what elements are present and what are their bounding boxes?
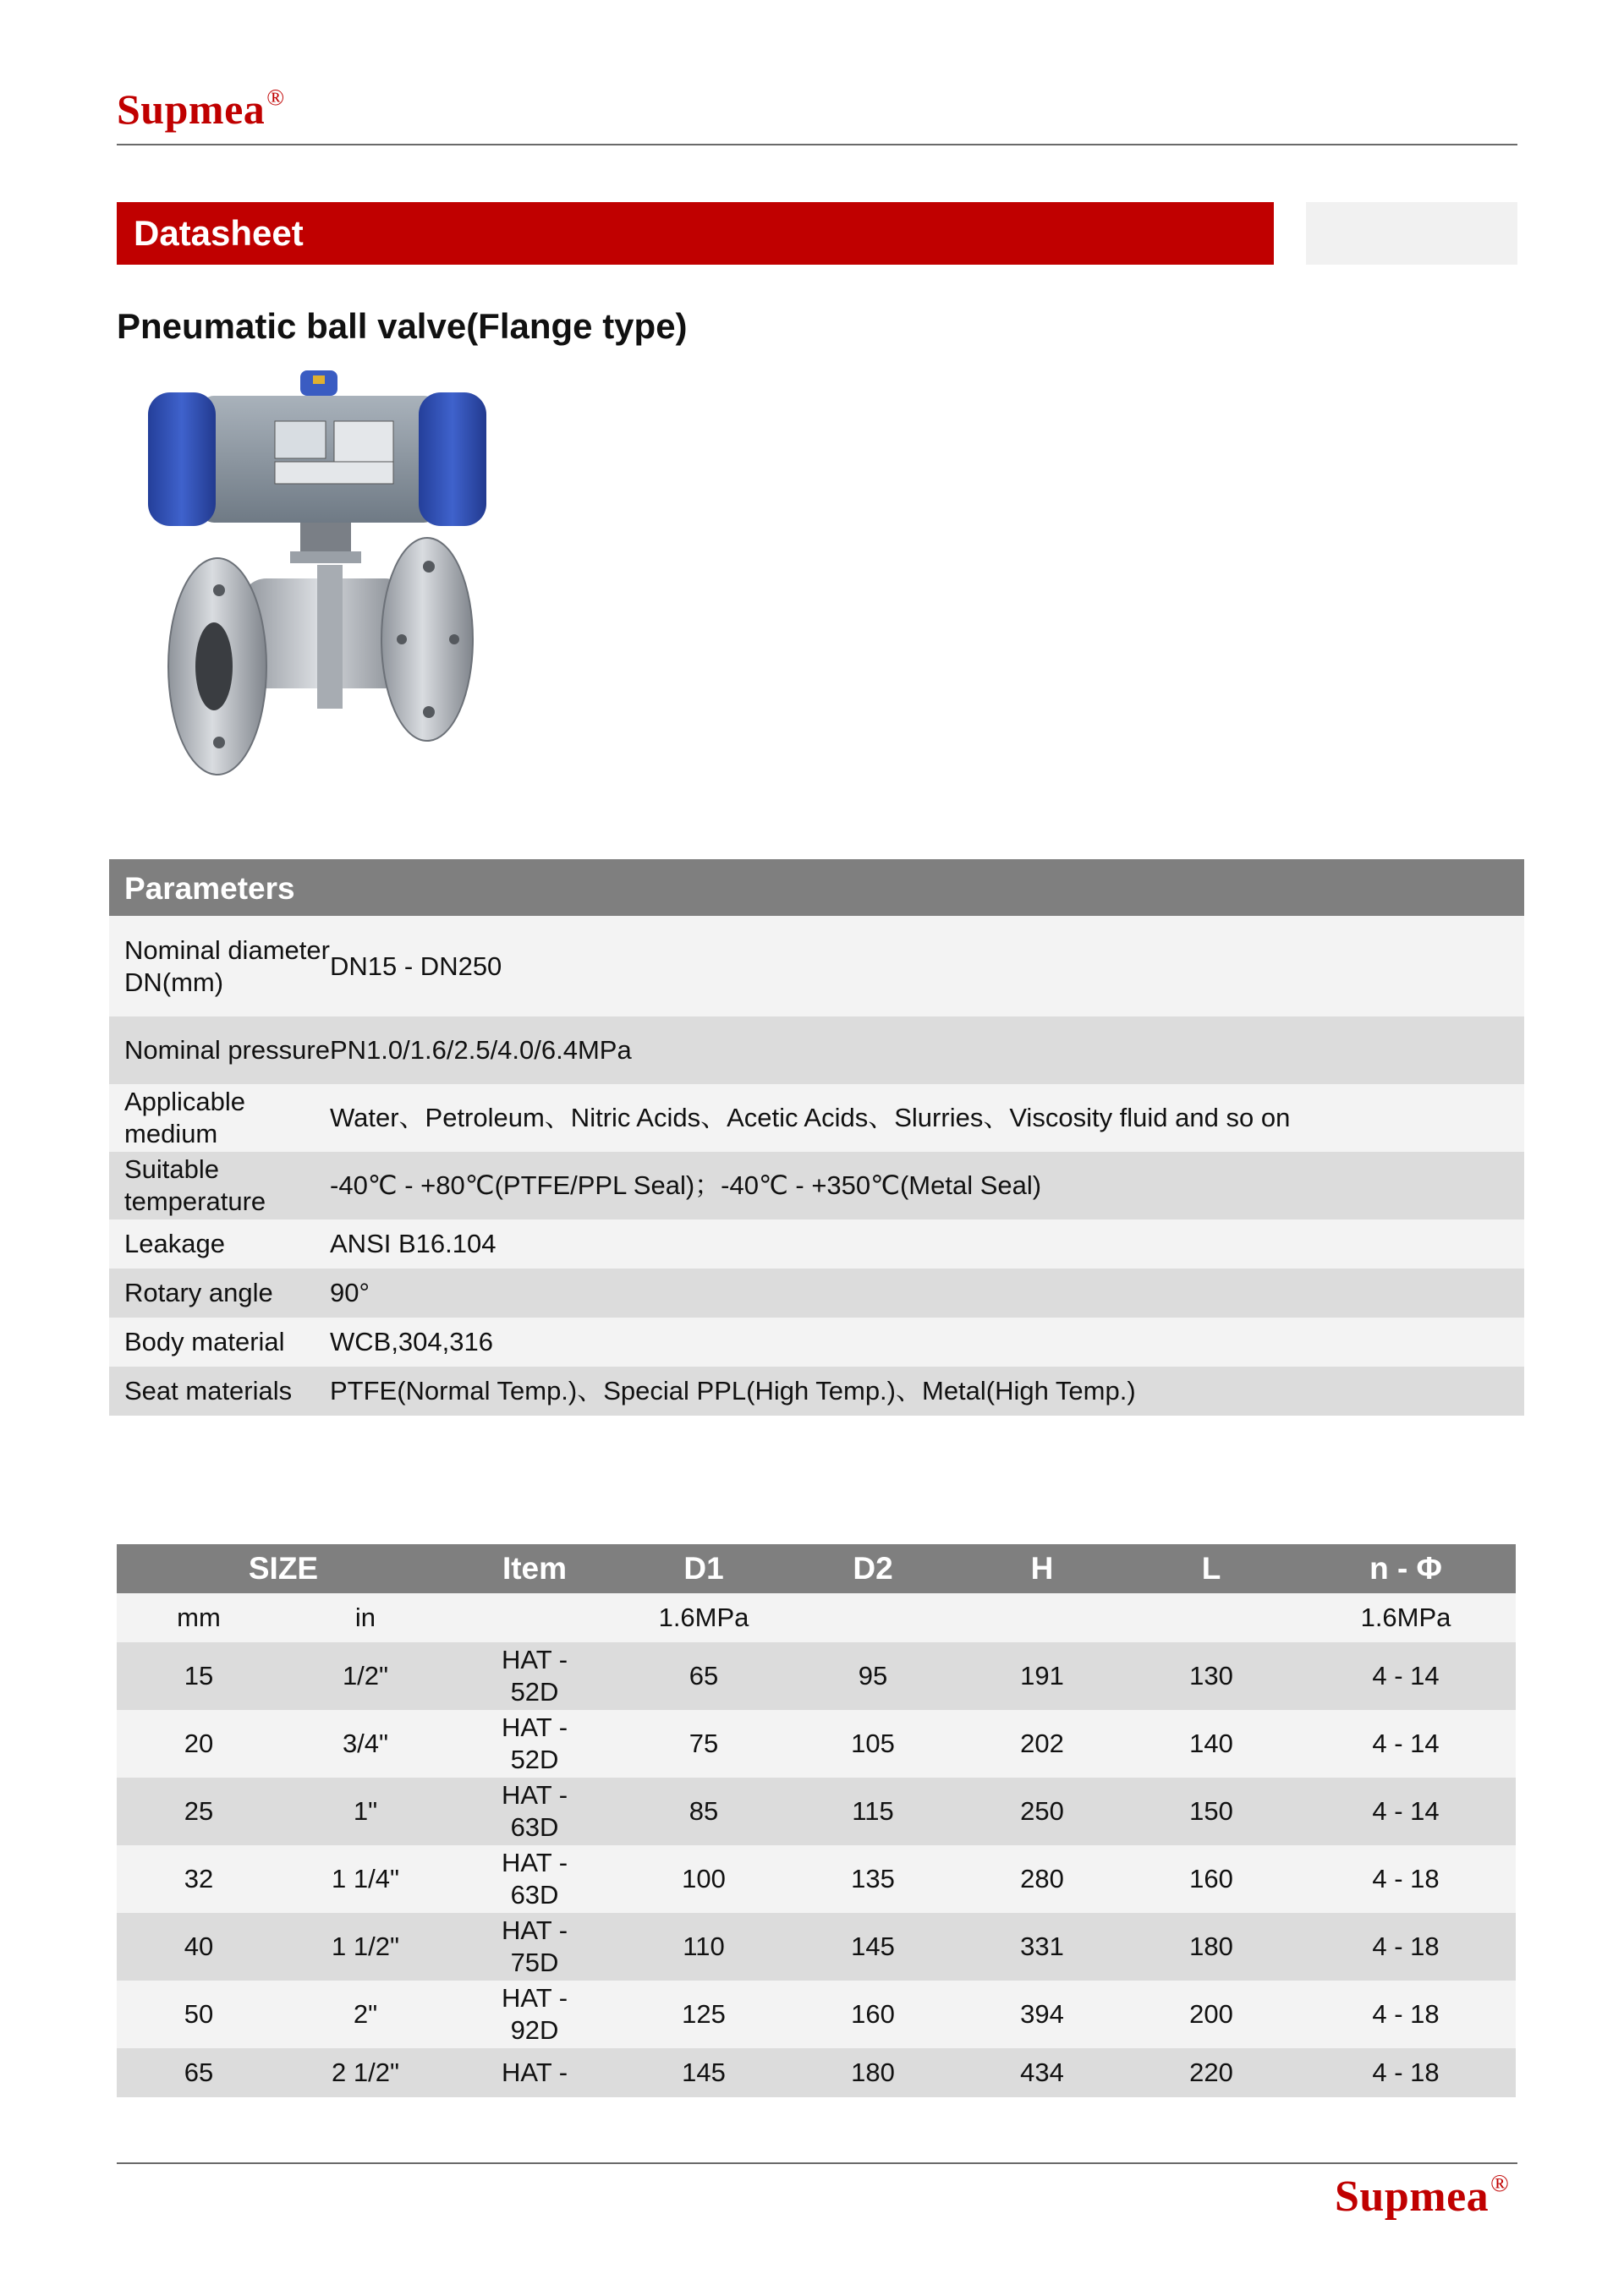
cell-d2: 105 xyxy=(788,1710,957,1778)
cell-h: 394 xyxy=(957,1981,1127,2048)
table-row xyxy=(117,2048,1516,2097)
param-label: Rotary angle xyxy=(124,1278,273,1307)
banner-side-block xyxy=(1306,202,1517,265)
param-row-leakage xyxy=(109,1219,1524,1269)
param-value: DN15 - DN250 xyxy=(330,951,502,981)
cell-mm: 50 xyxy=(117,1981,281,2048)
cell-item xyxy=(450,1981,619,2048)
cell-in: 1" xyxy=(281,1778,450,1845)
cell-d2: 135 xyxy=(788,1845,957,1913)
cell-d1: 85 xyxy=(619,1778,788,1845)
cell-h: 202 xyxy=(957,1710,1127,1778)
cell-d1: 125 xyxy=(619,1981,788,2048)
param-value: ANSI B16.104 xyxy=(330,1229,497,1258)
cell-mm: 32 xyxy=(117,1845,281,1913)
cell-d2: 180 xyxy=(788,2048,957,2097)
unit-d2 xyxy=(788,1593,957,1642)
pneumatic-ball-valve-photo xyxy=(148,370,503,785)
cell-n-phi: 4 - 14 xyxy=(1296,1710,1516,1778)
cell-l: 150 xyxy=(1127,1778,1296,1845)
param-value: PN1.0/1.6/2.5/4.0/6.4MPa xyxy=(330,1035,632,1065)
table-row xyxy=(117,1845,1516,1913)
unit-n-phi-pressure: 1.6MPa xyxy=(1296,1593,1516,1642)
param-row-nominal-pressure xyxy=(109,1016,1524,1084)
cell-item xyxy=(450,1710,619,1778)
cell-d1: 65 xyxy=(619,1642,788,1710)
item-code-prefix: HAT - xyxy=(501,1645,568,1674)
cell-h: 191 xyxy=(957,1642,1127,1710)
cell-d1: 100 xyxy=(619,1845,788,1913)
param-row-nominal-diameter xyxy=(109,916,1524,1016)
footer-divider xyxy=(117,2162,1517,2164)
cell-item xyxy=(450,1642,619,1710)
cell-mm: 15 xyxy=(117,1642,281,1710)
item-code-suffix: 52D xyxy=(510,1677,559,1707)
units-row xyxy=(117,1593,1516,1642)
unit-l xyxy=(1127,1593,1296,1642)
item-code-suffix: 52D xyxy=(510,1745,559,1774)
item-code-prefix: HAT - xyxy=(501,1712,568,1742)
table-row xyxy=(117,1913,1516,1981)
cell-d2: 95 xyxy=(788,1642,957,1710)
param-label: Body material xyxy=(124,1327,285,1356)
cell-mm: 25 xyxy=(117,1778,281,1845)
param-row-seat-materials xyxy=(109,1367,1524,1416)
unit-in: in xyxy=(281,1593,450,1642)
cell-item xyxy=(450,2048,619,2097)
cell-d2: 145 xyxy=(788,1913,957,1981)
size-table xyxy=(117,1544,1516,2097)
cell-h: 434 xyxy=(957,2048,1127,2097)
param-row-applicable-medium xyxy=(109,1084,1524,1152)
param-value: PTFE(Normal Temp.)、Special PPL(High Temp.)、Metal(High Temp.) xyxy=(330,1376,1136,1406)
col-header-item: Item xyxy=(450,1544,619,1593)
col-header-h: H xyxy=(957,1544,1127,1593)
table-row xyxy=(117,1981,1516,2048)
param-label: Suitable temperature xyxy=(124,1154,266,1216)
param-value: Water、Petroleum、Nitric Acids、Acetic Acids、Slurries、Viscosity fluid and so on xyxy=(330,1103,1291,1132)
col-header-d2: D2 xyxy=(788,1544,957,1593)
item-code-suffix: 63D xyxy=(510,1880,559,1910)
parameters-table xyxy=(109,859,1524,1416)
cell-in: 1/2" xyxy=(281,1642,450,1710)
brand-logo-top: Supmea® xyxy=(117,84,285,133)
param-label: Leakage xyxy=(124,1229,225,1258)
cell-l: 140 xyxy=(1127,1710,1296,1778)
cell-mm: 65 xyxy=(117,2048,281,2097)
col-header-size: SIZE xyxy=(117,1544,450,1593)
cell-d2: 160 xyxy=(788,1981,957,2048)
item-code-prefix: HAT - xyxy=(501,1848,568,1877)
table-row xyxy=(117,1710,1516,1778)
product-title: Pneumatic ball valve(Flange type) xyxy=(117,306,688,346)
param-label: Nominal diameter DN(mm) xyxy=(124,934,330,997)
cell-in: 3/4" xyxy=(281,1710,450,1778)
item-code-prefix: HAT - xyxy=(501,1915,568,1945)
cell-n-phi: 4 - 18 xyxy=(1296,1981,1516,2048)
param-label: Applicable medium xyxy=(124,1087,246,1148)
brand-logo-bottom: Supmea® xyxy=(1335,2171,1510,2221)
param-label: Seat materials xyxy=(124,1376,293,1406)
cell-in: 1 1/4" xyxy=(281,1845,450,1913)
col-header-n-phi: n - Φ xyxy=(1296,1544,1516,1593)
cell-h: 280 xyxy=(957,1845,1127,1913)
item-code-prefix: HAT - xyxy=(501,1983,568,2013)
cell-item xyxy=(450,1913,619,1981)
param-label: Nominal pressure xyxy=(124,1035,330,1065)
table-row xyxy=(117,1778,1516,1845)
cell-in: 1 1/2" xyxy=(281,1913,450,1981)
parameters-rows xyxy=(109,916,1524,1416)
cell-d1: 75 xyxy=(619,1710,788,1778)
cell-n-phi: 4 - 14 xyxy=(1296,1642,1516,1710)
cell-n-phi: 4 - 18 xyxy=(1296,1913,1516,1981)
cell-n-phi: 4 - 18 xyxy=(1296,1845,1516,1913)
unit-h xyxy=(957,1593,1127,1642)
cell-item xyxy=(450,1845,619,1913)
parameters-header: Parameters xyxy=(109,859,1524,916)
unit-mm: mm xyxy=(117,1593,281,1642)
header-divider xyxy=(117,144,1517,145)
param-row-rotary-angle xyxy=(109,1269,1524,1318)
item-code-suffix: 63D xyxy=(510,1812,559,1842)
param-value: -40℃ - +80℃(PTFE/PPL Seal)；-40℃ - +350℃(Metal Seal) xyxy=(330,1170,1042,1200)
cell-l: 200 xyxy=(1127,1981,1296,2048)
datasheet-label: Datasheet xyxy=(134,213,304,253)
cell-l: 130 xyxy=(1127,1642,1296,1710)
size-table-header xyxy=(117,1544,1516,1593)
item-code-prefix: HAT - xyxy=(501,1780,568,1810)
param-value: 90° xyxy=(330,1278,370,1307)
cell-n-phi: 4 - 18 xyxy=(1296,2048,1516,2097)
cell-n-phi: 4 - 14 xyxy=(1296,1778,1516,1845)
cell-item xyxy=(450,1778,619,1845)
unit-item xyxy=(450,1593,619,1642)
col-header-d1: D1 xyxy=(619,1544,788,1593)
table-row xyxy=(117,1642,1516,1710)
cell-mm: 40 xyxy=(117,1913,281,1981)
cell-l: 220 xyxy=(1127,2048,1296,2097)
item-code-suffix: 75D xyxy=(510,1948,559,1977)
cell-in: 2" xyxy=(281,1981,450,2048)
cell-d2: 115 xyxy=(788,1778,957,1845)
cell-l: 160 xyxy=(1127,1845,1296,1913)
cell-mm: 20 xyxy=(117,1710,281,1778)
item-code-suffix: 92D xyxy=(510,2015,559,2045)
item-code-prefix: HAT - xyxy=(501,2058,568,2087)
param-row-suitable-temperature xyxy=(109,1152,1524,1219)
cell-h: 331 xyxy=(957,1913,1127,1981)
cell-d1: 110 xyxy=(619,1913,788,1981)
unit-d1-pressure: 1.6MPa xyxy=(619,1593,788,1642)
datasheet-banner xyxy=(117,202,1274,265)
cell-in: 2 1/2" xyxy=(281,2048,450,2097)
cell-d1: 145 xyxy=(619,2048,788,2097)
param-value: WCB,304,316 xyxy=(330,1327,493,1356)
cell-l: 180 xyxy=(1127,1913,1296,1981)
param-row-body-material xyxy=(109,1318,1524,1367)
col-header-l: L xyxy=(1127,1544,1296,1593)
cell-h: 250 xyxy=(957,1778,1127,1845)
